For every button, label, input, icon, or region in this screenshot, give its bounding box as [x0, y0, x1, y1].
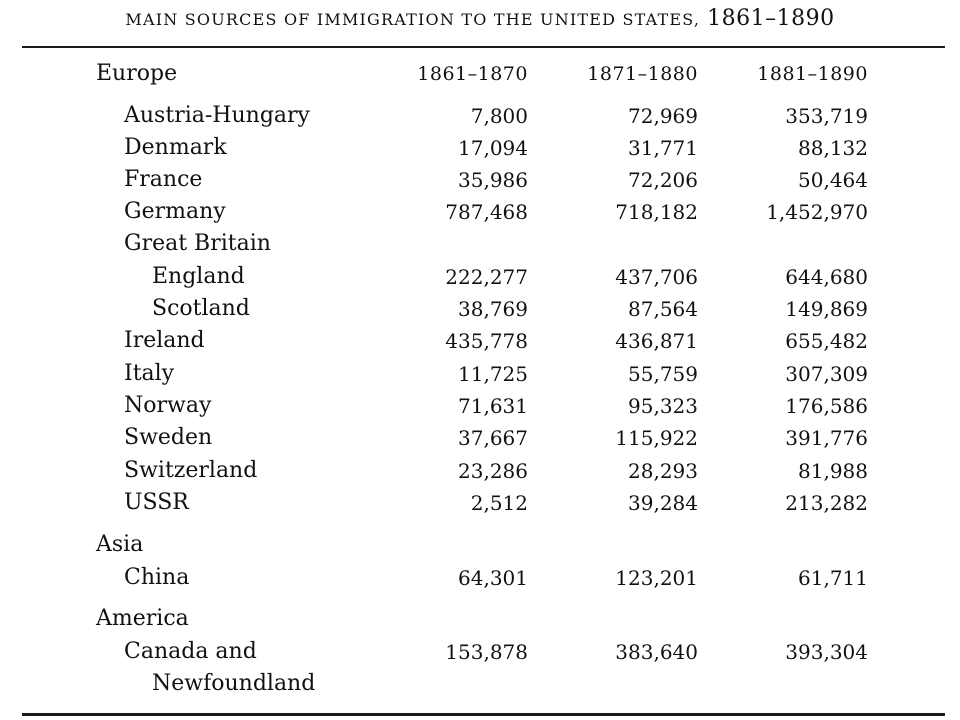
column-header: 1881–1890 — [757, 63, 868, 85]
cell-value: 655,482 — [785, 329, 868, 353]
cell-value: 2,512 — [470, 491, 528, 515]
cell-value: 7,800 — [470, 104, 528, 128]
title-caption: MAIN SOURCES OF IMMIGRATION TO THE UNITED STATES, — [125, 10, 701, 29]
region-asia: Asia — [96, 532, 144, 557]
table-row — [0, 164, 960, 196]
cell-value: 176,586 — [785, 394, 868, 418]
table-row — [0, 132, 960, 164]
cell-value: 437,706 — [615, 265, 698, 289]
region-europe: Europe — [96, 61, 178, 86]
table-row — [0, 100, 960, 132]
group-label: Great Britain — [124, 231, 271, 256]
cell-value: 81,988 — [798, 459, 868, 483]
table-row — [0, 422, 960, 454]
table-title — [0, 6, 960, 31]
cell-value: 718,182 — [615, 200, 698, 224]
cell-value: 95,323 — [628, 394, 698, 418]
cell-value: 787,468 — [445, 200, 528, 224]
cell-value: 307,309 — [785, 362, 868, 386]
country-label: France — [124, 167, 203, 192]
cell-value: 353,719 — [785, 104, 868, 128]
country-label: Switzerland — [124, 458, 258, 483]
cell-value: 64,301 — [458, 566, 528, 590]
region-america: America — [96, 606, 189, 631]
cell-value: 1,452,970 — [766, 200, 868, 224]
column-header: 1861–1870 — [417, 63, 528, 85]
cell-value: 436,871 — [615, 329, 698, 353]
country-label: Norway — [124, 393, 212, 418]
country-label: Scotland — [152, 296, 250, 321]
cell-value: 28,293 — [628, 459, 698, 483]
table-row — [0, 636, 960, 668]
table-row — [0, 196, 960, 228]
cell-value: 88,132 — [798, 136, 868, 160]
country-label: Canada and — [124, 639, 257, 664]
cell-value: 61,711 — [798, 566, 868, 590]
table-row — [0, 293, 960, 325]
cell-value: 17,094 — [458, 136, 528, 160]
cell-value: 383,640 — [615, 640, 698, 664]
cell-value: 55,759 — [628, 362, 698, 386]
country-label: Italy — [124, 361, 175, 386]
cell-value: 71,631 — [458, 394, 528, 418]
region-row — [0, 603, 960, 635]
bottom-rule — [22, 713, 945, 716]
title-years: 1861–1890 — [707, 6, 835, 31]
table-row — [0, 228, 960, 260]
cell-value: 37,667 — [458, 426, 528, 450]
table-row — [0, 487, 960, 519]
table-row — [0, 455, 960, 487]
cell-value: 644,680 — [785, 265, 868, 289]
cell-value: 123,201 — [615, 566, 698, 590]
table-row — [0, 325, 960, 357]
table-row — [0, 562, 960, 594]
cell-value: 31,771 — [628, 136, 698, 160]
country-label: Denmark — [124, 135, 227, 160]
column-header: 1871–1880 — [587, 63, 698, 85]
cell-value: 115,922 — [615, 426, 698, 450]
table-row — [0, 390, 960, 422]
cell-value: 23,286 — [458, 459, 528, 483]
cell-value: 50,464 — [798, 168, 868, 192]
country-label: China — [124, 565, 190, 590]
cell-value: 72,969 — [628, 104, 698, 128]
cell-value: 435,778 — [445, 329, 528, 353]
country-label: USSR — [124, 490, 189, 515]
country-label-continuation: Newfoundland — [152, 671, 316, 696]
cell-value: 35,986 — [458, 168, 528, 192]
top-rule — [22, 46, 945, 48]
table-row-continuation — [0, 668, 960, 700]
country-label: Sweden — [124, 425, 213, 450]
country-label: Germany — [124, 199, 226, 224]
cell-value: 11,725 — [458, 362, 528, 386]
cell-value: 72,206 — [628, 168, 698, 192]
country-label: Ireland — [124, 328, 205, 353]
cell-value: 393,304 — [785, 640, 868, 664]
country-label: England — [152, 264, 245, 289]
cell-value: 87,564 — [628, 297, 698, 321]
table-row — [0, 358, 960, 390]
cell-value: 149,869 — [785, 297, 868, 321]
cell-value: 153,878 — [445, 640, 528, 664]
region-row — [0, 529, 960, 561]
header-row — [0, 58, 960, 90]
table-row — [0, 261, 960, 293]
cell-value: 222,277 — [445, 265, 528, 289]
cell-value: 39,284 — [628, 491, 698, 515]
cell-value: 213,282 — [785, 491, 868, 515]
country-label: Austria-Hungary — [124, 103, 310, 128]
cell-value: 391,776 — [785, 426, 868, 450]
cell-value: 38,769 — [458, 297, 528, 321]
